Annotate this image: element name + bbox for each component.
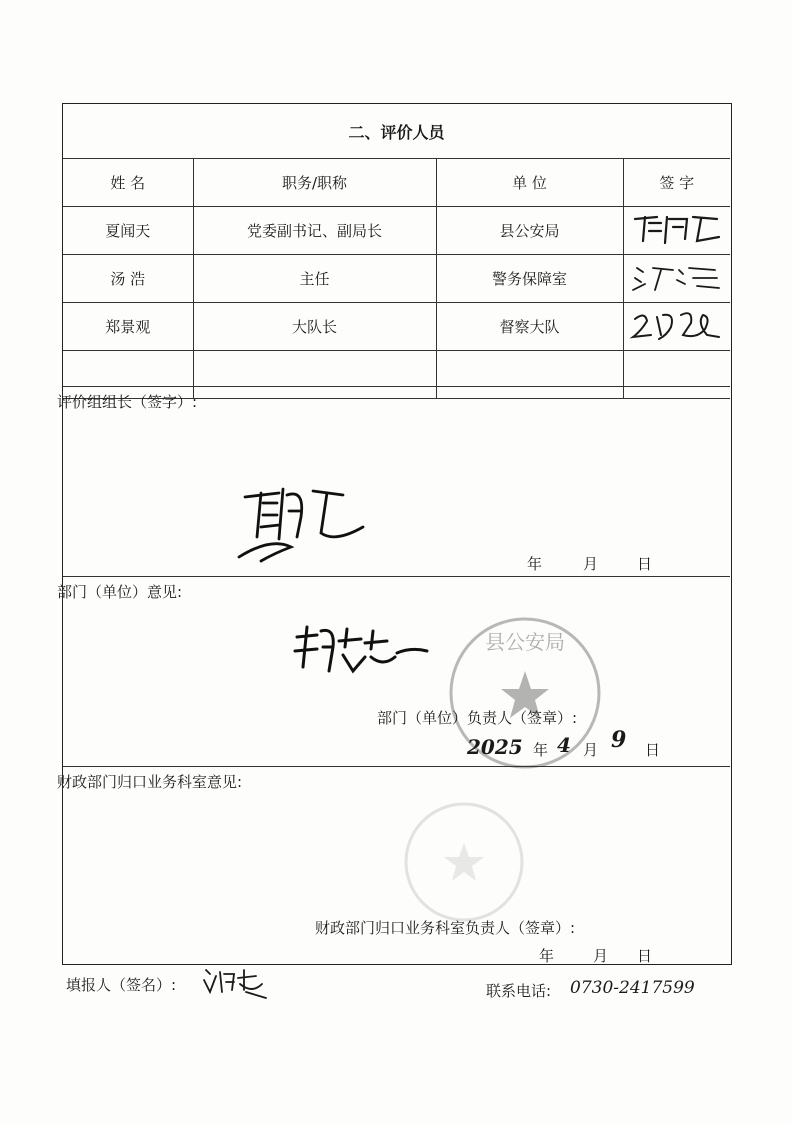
department-date-day-value: 9 [611, 727, 627, 753]
leader-signature [231, 477, 381, 567]
phone-label: 联系电话: [486, 982, 552, 1000]
filler-signature [200, 962, 280, 1002]
department-date-year-value: 2025 [467, 735, 523, 759]
row-unit: 县公安局 [436, 207, 623, 255]
finance-date-year: 年 [539, 947, 555, 965]
leader-label: 评价组组长（签字）: [57, 393, 198, 411]
handwritten-signature [627, 209, 727, 249]
table-row [63, 255, 730, 303]
row-title: 大队长 [193, 303, 436, 351]
row-name: 汤 浩 [63, 255, 193, 303]
department-date-month-value: 4 [557, 733, 571, 757]
finance-date-month: 月 [593, 947, 609, 965]
finance-label: 财政部门归口业务科室意见: [57, 773, 243, 791]
leader-section [57, 386, 730, 576]
evaluation-form [57, 103, 732, 965]
department-label: 部门（单位）意见: [57, 583, 183, 601]
leader-date-day: 日 [637, 555, 653, 573]
faint-seal-impression [399, 797, 529, 927]
leader-date-year: 年 [527, 555, 543, 573]
header-name: 姓 名 [63, 159, 193, 207]
filler-label: 填报人（签名）: [66, 976, 177, 994]
table-header-row [63, 159, 730, 207]
handwritten-signature [627, 260, 727, 294]
row-title: 主任 [193, 255, 436, 303]
header-unit: 单 位 [436, 159, 623, 207]
department-signature [287, 617, 437, 687]
row-unit: 督察大队 [436, 303, 623, 351]
row-name: 夏闻天 [63, 207, 193, 255]
table-row [63, 303, 730, 351]
leader-date-month: 月 [583, 555, 599, 573]
department-responsible-label: 部门（单位）负责人（签章）: [377, 709, 578, 727]
row-name: 郑景观 [63, 303, 193, 351]
evaluators-table [63, 104, 730, 399]
row-signature [623, 255, 730, 303]
section-title: 二、评价人员 [63, 104, 730, 159]
finance-date-day: 日 [637, 947, 653, 965]
phone-value: 0730-2417599 [570, 978, 695, 998]
header-title: 职务/职称 [193, 159, 436, 207]
header-signature: 签 字 [623, 159, 730, 207]
handwritten-signature [627, 305, 727, 345]
row-title: 党委副书记、副局长 [193, 207, 436, 255]
seal-text: 县公安局 [485, 630, 565, 654]
row-signature [623, 303, 730, 351]
row-unit: 警务保障室 [436, 255, 623, 303]
table-row [63, 207, 730, 255]
department-date-day: 日 [645, 741, 661, 759]
finance-section [57, 766, 730, 965]
department-date-month: 月 [583, 741, 599, 759]
finance-responsible-label: 财政部门归口业务科室负责人（签章）: [315, 919, 576, 937]
department-date-year: 年 [533, 741, 549, 759]
department-section [57, 576, 730, 766]
row-signature [623, 207, 730, 255]
